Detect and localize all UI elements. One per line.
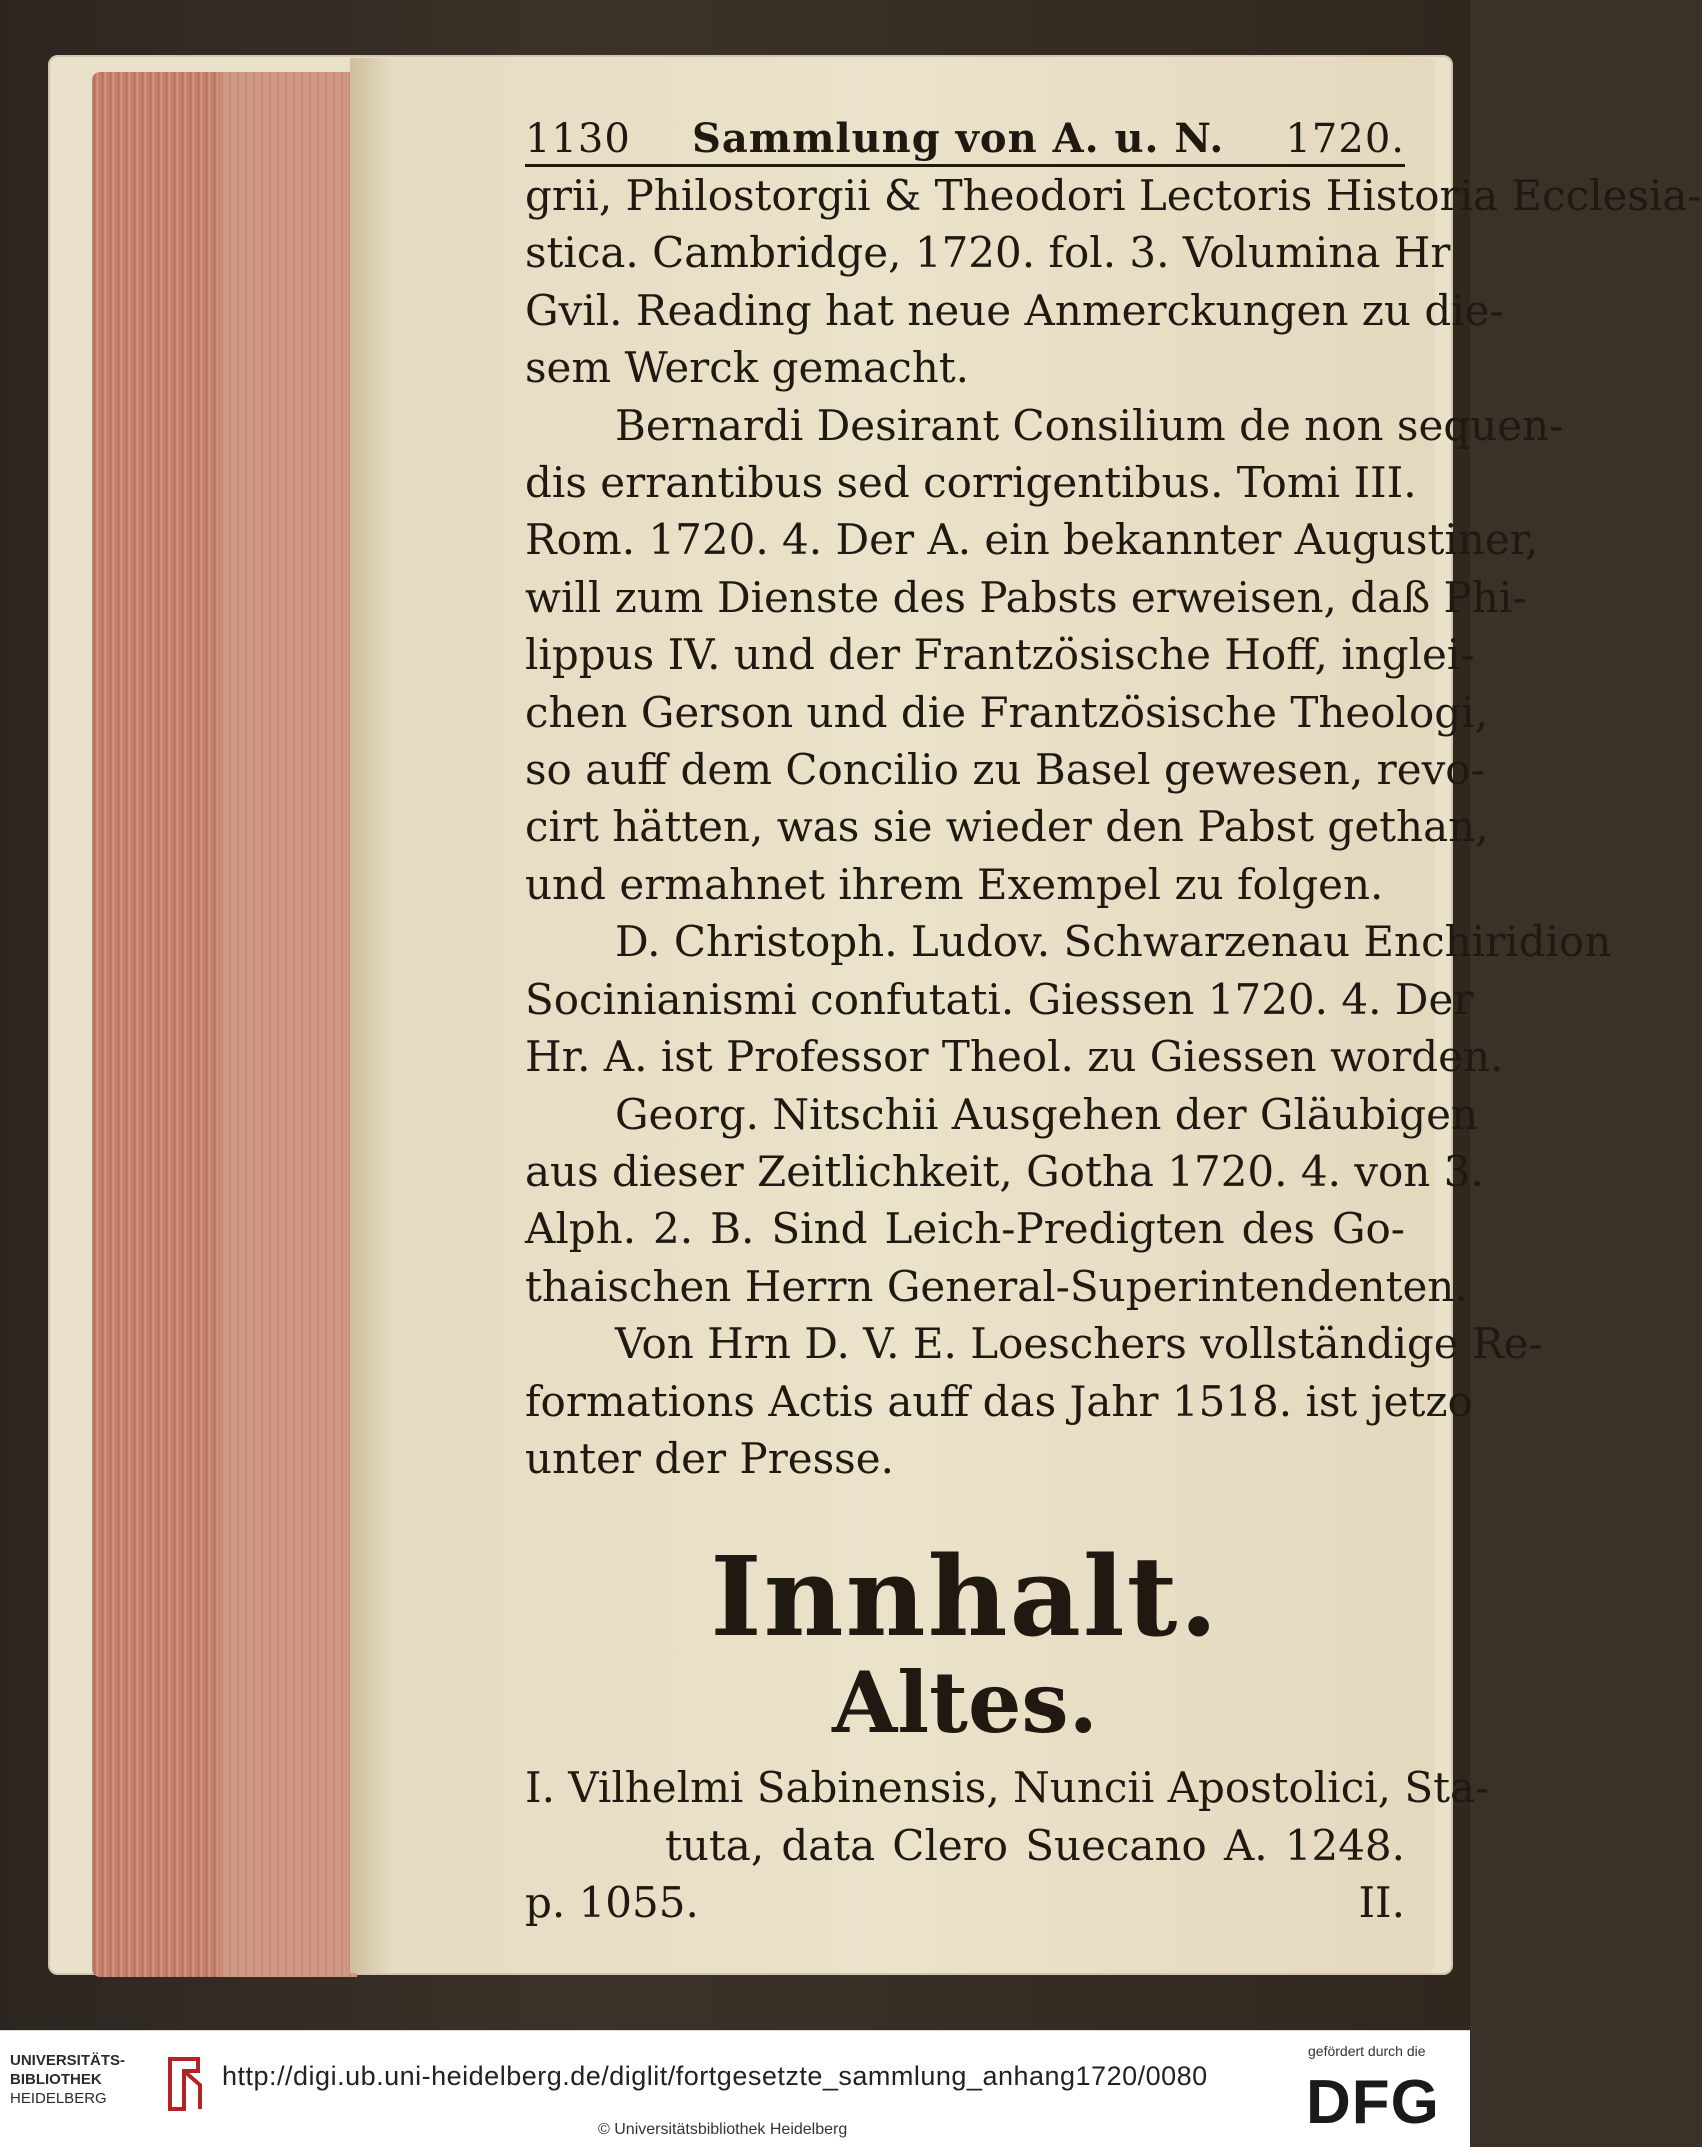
contents-list — [525, 1759, 1490, 1874]
running-year: 1720. — [1285, 116, 1405, 162]
text-line: will zum Dienste des Pabsts erweisen, daß Phi- — [525, 572, 1527, 622]
text-line: formations Actis auff das Jahr 1518. ist jetzo — [525, 1376, 1473, 1426]
library-emblem-icon — [160, 2051, 208, 2113]
text-line: sem Werck gemacht. — [525, 343, 969, 393]
text-line: Georg. Nitschii Ausgehen der Gläubigen — [615, 1089, 1479, 1139]
heading-innhalt: Innhalt. — [710, 1532, 1220, 1662]
running-title: Sammlung von A. u. N. — [691, 115, 1225, 162]
text-line: Von Hrn D. V. E. Loeschers vollständige Re- — [615, 1319, 1543, 1369]
text-line: unter der Presse. — [525, 1433, 894, 1483]
library-logo[interactable] — [10, 2051, 220, 2131]
dfg-logo[interactable]: DFG — [1306, 2068, 1440, 2137]
viewer-footer — [0, 2030, 1470, 2147]
text-line: stica. Cambridge, 1720. fol. 3. Volumina Hr — [525, 228, 1451, 278]
heading-altes: Altes. — [832, 1653, 1098, 1753]
contents-line: I. Vilhelmi Sabinensis, Nuncii Apostolici, Sta- — [525, 1763, 1490, 1813]
funding-label: gefördert durch die — [1308, 2043, 1426, 2059]
permalink-url[interactable]: http://digi.ub.uni-heidelberg.de/diglit/fortgesetzte_sammlung_anhang1720/0080 — [222, 2061, 1208, 2091]
library-name: UNIVERSITÄTS- BIBLIOTHEK HEIDELBERG — [10, 2052, 126, 2107]
text-line: Rom. 1720. 4. Der A. ein bekannter Augustiner, — [525, 515, 1539, 565]
contents-line: tuta, data Clero Suecano A. 1248. — [665, 1820, 1405, 1870]
catch-row — [525, 1874, 1405, 1931]
text-line: und ermahnet ihrem Exempel zu folgen. — [525, 859, 1384, 909]
text-line: dis errantibus sed corrigentibus. Tomi III. — [525, 458, 1417, 508]
copyright-notice: © Universitätsbibliothek Heidelberg — [598, 2121, 848, 2138]
text-line: Hr. A. ist Professor Theol. zu Giessen worden. — [525, 1032, 1504, 1082]
text-line: aus dieser Zeitlichkeit, Gotha 1720. 4. von 3. — [525, 1146, 1484, 1196]
text-line: cirt hätten, was sie wieder den Pabst gethan, — [525, 802, 1489, 852]
page-number: 1130 — [525, 116, 631, 162]
text-line: D. Christoph. Ludov. Schwarzenau Enchiridion — [615, 917, 1612, 967]
page-text — [525, 115, 1702, 1932]
text-line: Gvil. Reading hat neue Anmerckungen zu die- — [525, 285, 1504, 335]
running-head — [525, 115, 1405, 167]
text-line: so auff dem Concilio zu Basel gewesen, revo- — [525, 745, 1485, 795]
text-line: lippus IV. und der Frantzösische Hoff, inglei- — [525, 630, 1475, 680]
catchword: II. — [1358, 1878, 1405, 1928]
page-edges-highlight — [220, 72, 357, 1977]
page-reference: p. 1055. — [525, 1878, 699, 1928]
text-line: grii, Philostorgii & Theodori Lectoris Historia Ecclesia- — [525, 171, 1702, 220]
text-line: Alph. 2. B. Sind Leich-Predigten des Go- — [525, 1204, 1405, 1254]
text-line: thaischen Herrn General-Superintendenten. — [525, 1261, 1468, 1311]
text-line: Socinianismi confutati. Giessen 1720. 4. Der — [525, 974, 1474, 1024]
body-text — [525, 167, 1702, 1487]
text-line: Bernardi Desirant Consilium de non sequen- — [615, 400, 1564, 450]
text-line: chen Gerson und die Frantzösische Theologi, — [525, 687, 1488, 737]
